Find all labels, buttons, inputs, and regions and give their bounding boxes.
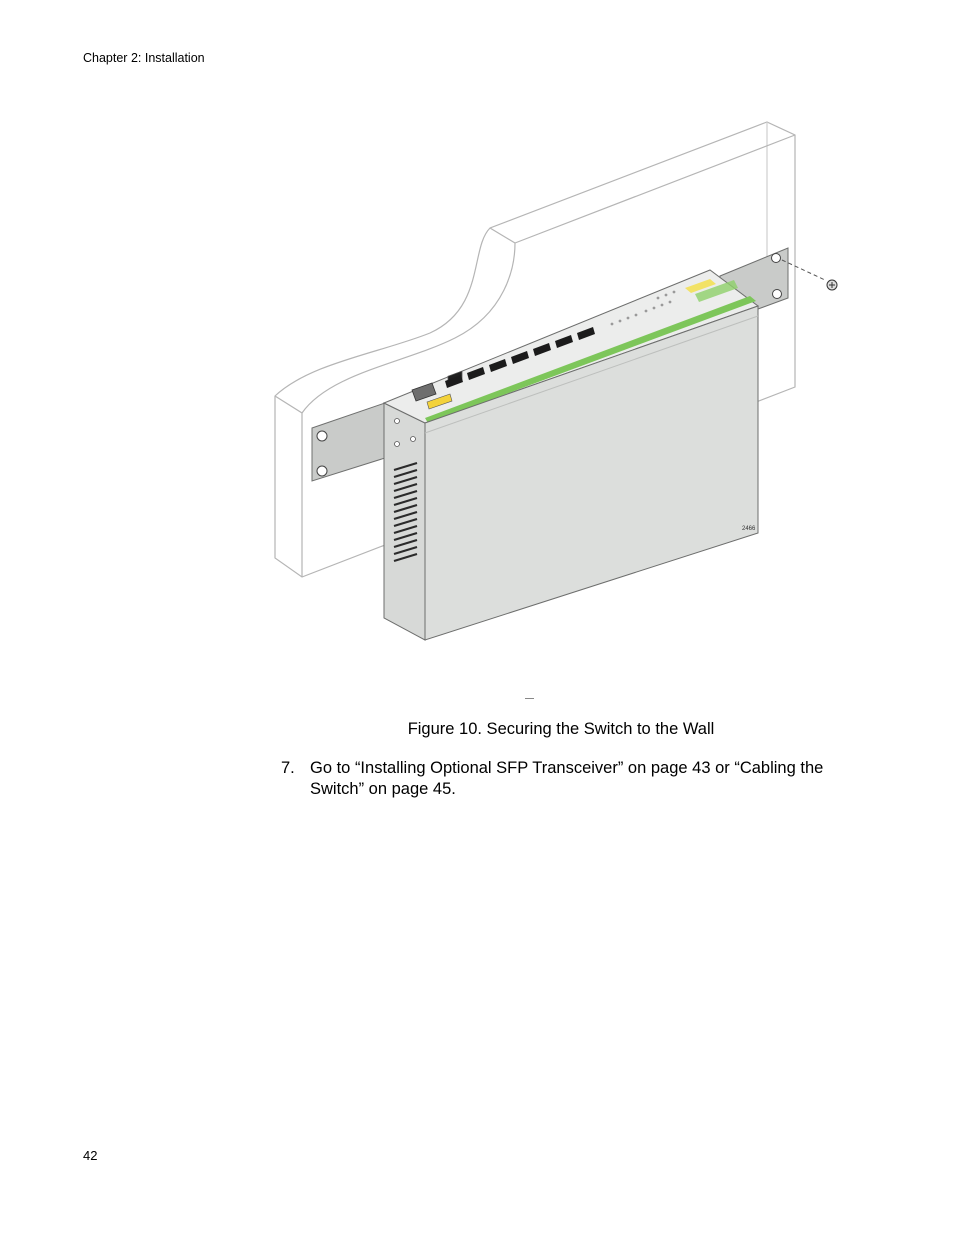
- step-number: 7.: [281, 759, 295, 777]
- wall-mount-illustration: [270, 118, 850, 648]
- page-number: 42: [83, 1148, 98, 1163]
- art-id-label: 2466: [742, 526, 756, 532]
- figure-divider: [525, 698, 534, 699]
- step-text: Go to “Installing Optional SFP Transceiver” on page 43 or “Cabling the Switch” on page 45.: [310, 759, 824, 798]
- figure-caption: Figure 10. Securing the Switch to the Wall: [407, 720, 715, 738]
- chapter-header: Chapter 2: Installation: [83, 51, 205, 65]
